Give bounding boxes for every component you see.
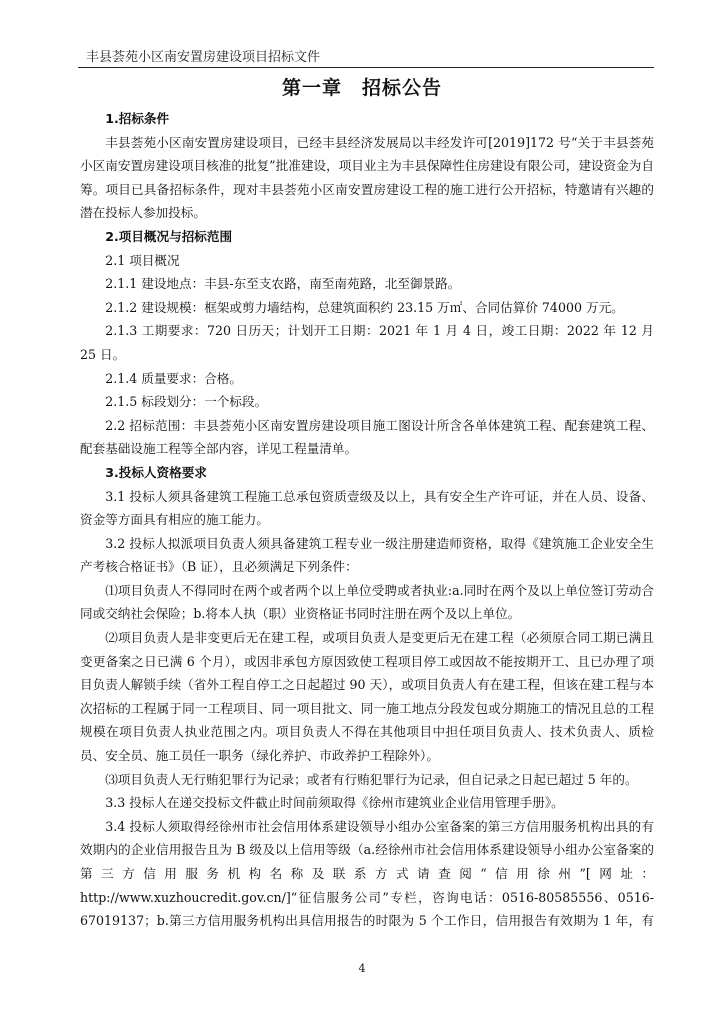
header-divider [78, 67, 654, 68]
paragraph-project-overview: 2.1 项目概况 [105, 252, 180, 268]
document-header-title: 丰县荟苑小区南安置房建设项目招标文件 [86, 50, 321, 65]
paragraph-construction-location: 2.1.1 建设地点：丰县-东至支农路，南至南苑路，北至御景路。 [105, 276, 461, 292]
paragraph-quality: 2.1.4 质量要求：合格。 [105, 370, 242, 386]
document-body [80, 107, 654, 933]
chapter-title: 第一章 招标公告 [281, 77, 442, 99]
paragraph-condition-2: ⑵项目负责人是非变更后无在建工程，或项目负责人是变更后无在建工程（必须原合同工期已满且变更备案之日已满 6 个月），或因非承包方原因致使工程项目停工或因故不能按期开工、且已办理了项目负责人解锁手续（省外工程自停工之日起超过 90 天），或项目负责人有在建工程，但该在建工程与本次招标的工程属于同一工程项目、同一项目批文、同一施工地点分段发包或分期施工的情况且总的工程规模在项目负责人执业范围之内。项目负责人不得在其他项目中担任项目负责人、技术负责人、质检员、安全员、施工员任一职务（绿化养护、市政养护工程除外）。 [80, 630, 654, 764]
page-number: 4 [358, 962, 366, 975]
section-heading-qualification: 3.投标人资格要求 [105, 464, 207, 480]
paragraph-bidding-conditions: 丰县荟苑小区南安置房建设项目，已经丰县经济发展局以丰经发许可[2019]172 号“关于丰县荟苑小区南安置房建设项目核准的批复”批准建设，项目业主为丰县保障性住房建设有限公司，建设资金为自筹。项目已具备招标条件，现对丰县荟苑小区南安置房建设工程的施工进行公开招标，特邀请有兴趣的潜在投标人参加投标。 [80, 134, 654, 221]
paragraph-schedule: 2.1.3 工期要求：720 日历天；计划开工日期：2021 年 1 月 4 日，竣工日期：2022 年 12 月 25 日。 [80, 323, 654, 362]
paragraph-construction-scale: 2.1.2 建设规模：框架或剪力墙结构，总建筑面积约 23.15 万㎡、合同估算价 74000 万元。 [105, 299, 624, 315]
paragraph-qualification-3-4: 3.4 投标人须取得经徐州市社会信用体系建设领导小组办公室备案的第三方信用服务机构出具的有效期内的企业信用报告且为 B 级及以上信用等级（a.经徐州市社会信用体系建设领导小组办公室备案的第三方信用服务机构名称及联系方式请查阅“信用徐州”[网址：http://www.xuzhoucredit.gov.cn/]“征信服务公司”专栏，咨询电话：0516-80585556、0516-67019137；b.第三方信用服务机构出具信用报告的时限为 5 个工作日，信用报告有效期为 1 年，有 [80, 818, 654, 929]
paragraph-condition-3: ⑶项目负责人无行贿犯罪行为记录；或者有行贿犯罪行为记录，但自记录之日起已超过 5 年的。 [105, 771, 638, 787]
section-heading-project-overview: 2.项目概况与招标范围 [105, 228, 233, 244]
paragraph-qualification-3-3: 3.3 投标人在递交投标文件截止时间前须取得《徐州市建筑业企业信用管理手册》。 [105, 795, 564, 811]
paragraph-lot-division: 2.1.5 标段划分：一个标段。 [105, 394, 268, 410]
paragraph-qualification-3-1: 3.1 投标人须具备建筑工程施工总承包资质壹级及以上，具有安全生产许可证，并在人员、设备、资金等方面具有相应的施工能力。 [80, 488, 654, 528]
paragraph-qualification-3-2: 3.2 投标人拟派项目负责人须具备建筑工程专业一级注册建造师资格，取得《建筑施工企业安全生产考核合格证书》（B 证），且必须满足下列条件： [80, 535, 654, 575]
section-heading-bidding-conditions: 1.招标条件 [105, 111, 170, 126]
paragraph-condition-1: ⑴项目负责人不得同时在两个或者两个以上单位受聘或者执业:a.同时在两个及以上单位签订劳动合同或交纳社会保险；b.将本人执（职）业资格证书同时注册在两个及以上单位。 [80, 582, 654, 622]
paragraph-bidding-scope: 2.2 招标范围：丰县荟苑小区南安置房建设项目施工图设计所含各单体建筑工程、配套建筑工程、配套基础设施工程等全部内容，详见工程量清单。 [80, 417, 654, 457]
